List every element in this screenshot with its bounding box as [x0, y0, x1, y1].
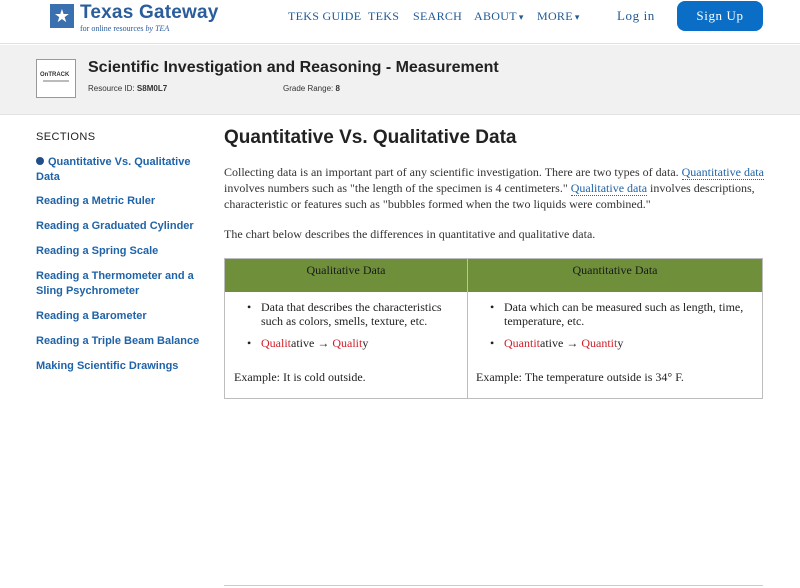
- nav-teks[interactable]: TEKS: [368, 9, 400, 23]
- login-link[interactable]: Log in: [617, 8, 655, 23]
- sidebar-item-quantitative-vs-qualitative[interactable]: Quantitative Vs. Qualitative Data: [36, 156, 191, 183]
- star-icon: ★: [50, 4, 74, 28]
- header-qualitative: Qualitative Data: [306, 263, 386, 277]
- nav-about[interactable]: ABOUT ▾: [474, 9, 524, 23]
- resource-title: Scientific Investigation and Reasoning - Measurement: [88, 59, 499, 76]
- quantitative-example: Example: The temperature outside is 34° F.: [476, 370, 684, 384]
- intro-paragraph: Collecting data is an important part of any scientific investigation. There are two types of data. Quantitative data involves numbers such as "the length of the specimen is 4 centimeters." Qualitative data involves descriptions, characteristic or features such as "bubbles formed when the two liquids were combined.": [224, 165, 764, 211]
- resource-header: [0, 45, 800, 115]
- sidebar-item-spring-scale[interactable]: Reading a Spring Scale: [36, 245, 159, 257]
- quantitative-bullet-1: • Data which can be measured such as length, time, temperature, etc.: [504, 300, 759, 328]
- logo-text: [80, 2, 219, 33]
- footer-divider: [224, 585, 763, 586]
- active-dot-icon: [36, 157, 44, 165]
- sidebar-item-graduated-cylinder[interactable]: Reading a Graduated Cylinder: [36, 220, 194, 232]
- sidebar-item-scientific-drawings[interactable]: Making Scientific Drawings: [36, 360, 179, 372]
- qualitative-example: Example: It is cold outside.: [234, 370, 366, 384]
- chart-intro-paragraph: The chart below describes the differences in quantitative and qualitative data.: [224, 227, 596, 241]
- section-title: Quantitative Vs. Qualitative Data: [224, 127, 517, 148]
- chevron-down-icon: ▾: [518, 12, 524, 22]
- sidebar-item-barometer[interactable]: Reading a Barometer: [36, 310, 147, 322]
- chevron-down-icon: ▾: [574, 12, 580, 22]
- sidebar-item-thermometer[interactable]: Reading a Thermometer and a Sling Psychrometer: [36, 270, 194, 297]
- nav-search[interactable]: SEARCH: [413, 9, 463, 23]
- texas-gateway-logo[interactable]: [50, 2, 219, 33]
- signup-button[interactable]: Sign Up: [677, 1, 763, 31]
- nav-more[interactable]: MORE ▾: [537, 9, 580, 23]
- brand-name: Texas Gateway: [80, 2, 219, 23]
- grade-range: Grade Range: 8: [283, 84, 340, 93]
- resource-id: Resource ID: S8M0L7: [88, 84, 168, 93]
- brand-tagline: for online resources by TEA: [80, 24, 170, 33]
- nav-teks-guide[interactable]: TEKS GUIDE: [288, 9, 362, 23]
- qualitative-bullet-1: • Data that describes the characteristics such as colors, smells, texture, etc.: [261, 300, 461, 328]
- ontrack-logo-text: OnTRACK: [40, 72, 70, 78]
- header-quantitative: Quantitative Data: [572, 263, 658, 277]
- sidebar-item-triple-beam-balance[interactable]: Reading a Triple Beam Balance: [36, 335, 200, 347]
- sidebar-item-metric-ruler[interactable]: Reading a Metric Ruler: [36, 195, 156, 207]
- data-comparison-table: [224, 258, 763, 399]
- qualitative-data-term[interactable]: Qualitative data: [570, 181, 648, 195]
- top-navigation: [0, 0, 800, 44]
- qualitative-bullet-2: • Qualitative → Quality: [261, 336, 461, 350]
- quantitative-data-term[interactable]: Quantitative data: [681, 165, 764, 179]
- ontrack-logo: [36, 59, 76, 98]
- table-header-row: [225, 259, 762, 292]
- quantitative-bullet-2: • Quantitative → Quantity: [504, 336, 759, 350]
- sections-heading: SECTIONS: [36, 131, 96, 143]
